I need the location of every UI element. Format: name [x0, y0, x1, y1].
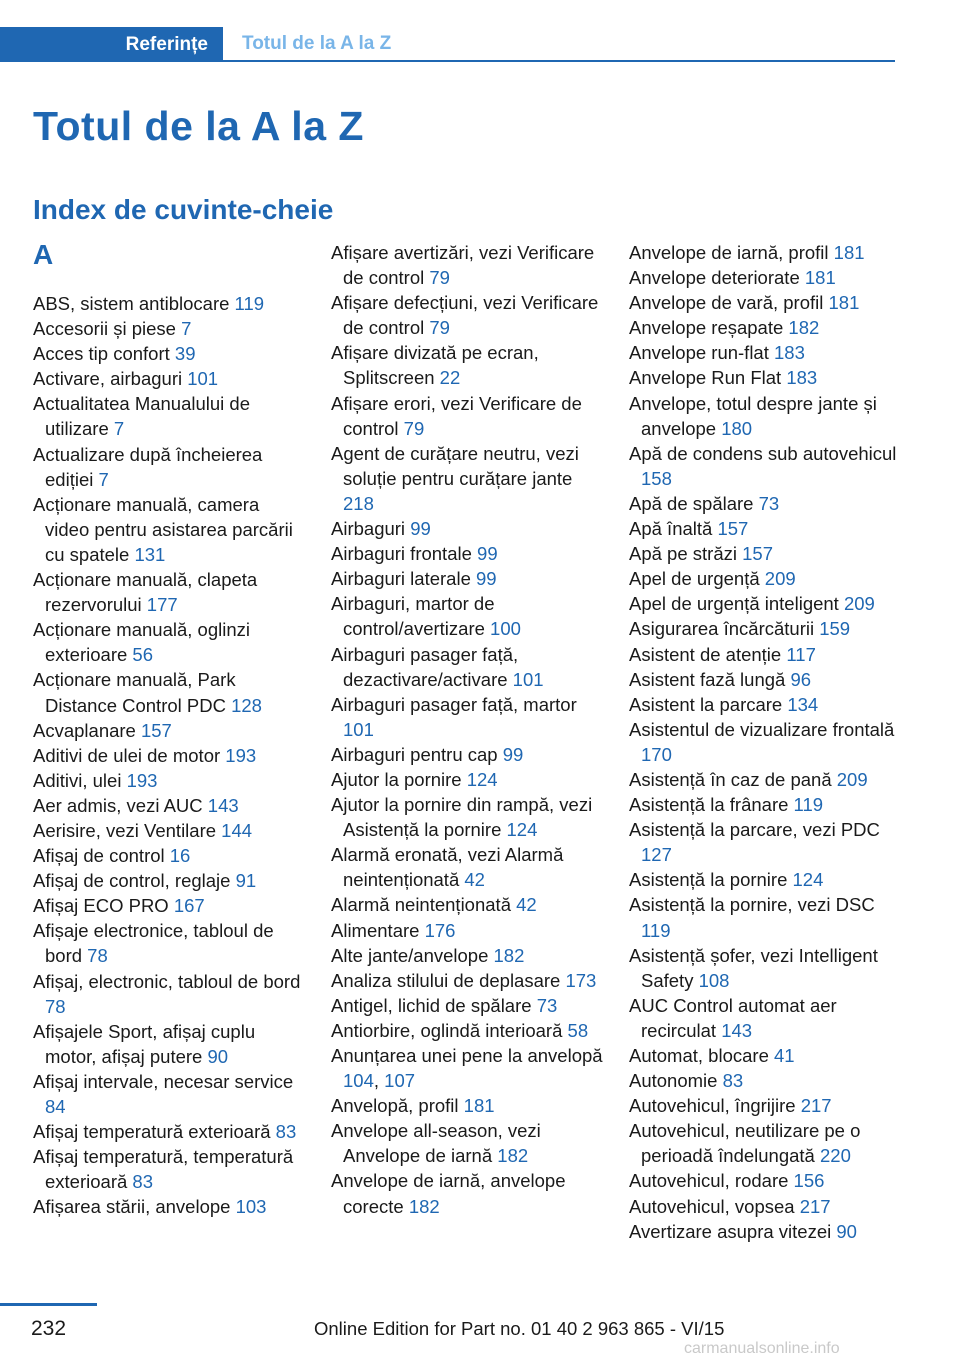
- index-entry: [33, 918, 301, 968]
- index-entry-text: Antigel, lichid de spălare: [331, 994, 532, 1016]
- index-entry: [629, 692, 899, 717]
- index-column-1: [33, 240, 301, 1219]
- index-entry-text: Alarmă neintenționată: [331, 894, 511, 916]
- index-entry: [33, 1119, 301, 1144]
- index-entry: [331, 767, 603, 792]
- index-entry-text: Apă înaltă: [629, 518, 713, 540]
- index-entry: [331, 642, 603, 692]
- index-entry: [629, 516, 899, 541]
- index-entry: [629, 717, 899, 767]
- index-entry: [331, 391, 603, 441]
- page-ref-link[interactable]: 117: [786, 643, 816, 665]
- index-entry-text: Afișare divizată pe ecran, Splitscreen: [331, 342, 539, 389]
- page-ref-link[interactable]: 91: [235, 870, 257, 892]
- page-ref-link[interactable]: 101: [512, 668, 544, 690]
- page-ref-link[interactable]: 131: [134, 543, 166, 565]
- index-entry: [629, 340, 899, 365]
- index-entry: [629, 1118, 899, 1168]
- page-ref-link[interactable]: 156: [793, 1170, 825, 1192]
- page-ref-link[interactable]: 101: [343, 718, 374, 740]
- index-entry: [33, 366, 301, 391]
- page-ref-link[interactable]: 104: [343, 1070, 374, 1092]
- index-entry: [629, 566, 899, 591]
- page-ref-link[interactable]: 209: [836, 768, 868, 790]
- index-entry: [33, 843, 301, 868]
- index-entry-text: Asistență în caz de pană: [629, 768, 832, 790]
- page-ref-link[interactable]: 182: [493, 944, 525, 966]
- index-entry: [331, 692, 603, 742]
- index-entry-text: Anvelope de iarnă, anvelope corecte: [331, 1170, 566, 1217]
- index-entry: [33, 1069, 301, 1119]
- index-entry-text: Afișaj de control, reglaje: [33, 870, 231, 892]
- index-entry-text: Anvelope reșapate: [629, 317, 784, 339]
- page-ref-link[interactable]: 127: [641, 844, 672, 866]
- page-ref-link[interactable]: 193: [225, 744, 257, 766]
- index-entry-text: Activare, airbaguri: [33, 368, 183, 390]
- index-entry: [629, 1093, 899, 1118]
- index-entry-text: Apă de condens sub autovehicul: [629, 442, 897, 464]
- index-entry-text: Anvelope de vară, profil: [629, 292, 824, 314]
- page-ref-link[interactable]: 181: [463, 1095, 495, 1117]
- index-entry: [331, 541, 603, 566]
- page-ref-link[interactable]: 158: [641, 467, 672, 489]
- header-bar: [0, 27, 895, 62]
- page-ref-link[interactable]: 99: [477, 543, 498, 565]
- index-entry-text: Acționare manuală, clapeta rezervorului: [33, 569, 258, 616]
- index-entry: [331, 290, 603, 340]
- page-ref-link[interactable]: 7: [98, 468, 109, 490]
- index-column-3: [629, 240, 899, 1244]
- section-tab[interactable]: Referințe: [0, 27, 223, 62]
- page-ref-link[interactable]: 96: [790, 668, 812, 690]
- index-entry: [33, 1194, 301, 1219]
- index-entry-text: Anvelopă, profil: [331, 1095, 459, 1117]
- index-entry-text: Afișajele Sport, afișaj cuplu motor, afișaj putere: [33, 1020, 256, 1067]
- page-ref-link[interactable]: 78: [87, 945, 108, 967]
- page-ref-link[interactable]: 182: [408, 1195, 440, 1217]
- page-ref-link[interactable]: 73: [758, 492, 780, 514]
- index-entry-text: Anvelope Run Flat: [629, 367, 782, 389]
- page-ref-link[interactable]: 170: [641, 743, 672, 765]
- index-entry-text: Anvelope, totul despre jante și anvelope: [629, 392, 877, 439]
- page-ref-link[interactable]: 217: [800, 1095, 832, 1117]
- index-entry: [331, 1168, 603, 1218]
- index-entry: [33, 868, 301, 893]
- index-entry-text: Acvaplanare: [33, 719, 136, 741]
- page-ref-link[interactable]: 119: [793, 794, 824, 816]
- index-entry: [629, 391, 899, 441]
- index-entry: [33, 818, 301, 843]
- index-entry-text: Aditivi de ulei de motor: [33, 744, 221, 766]
- index-entry: [629, 616, 899, 641]
- page-ref-link[interactable]: 22: [439, 367, 461, 389]
- index-entry-text: Afișare defecțiuni, vezi Verificare de control: [331, 292, 599, 339]
- index-entry-text: Acces tip confort: [33, 343, 170, 365]
- index-entry: [33, 718, 301, 743]
- page-ref-link[interactable]: 124: [792, 869, 824, 891]
- page-ref-link[interactable]: 157: [742, 543, 773, 565]
- index-entry-text: Accesorii și piese: [33, 318, 176, 340]
- index-letter-heading: A: [33, 239, 54, 270]
- page-ref-link[interactable]: 79: [429, 317, 450, 339]
- index-entry: [33, 291, 301, 316]
- header-rule: [0, 60, 895, 62]
- index-entry-text: Afișaj ECO PRO: [33, 895, 169, 917]
- page-ref-link[interactable]: 90: [836, 1220, 857, 1242]
- index-entry: [331, 993, 603, 1018]
- index-entry: [629, 1043, 899, 1068]
- index-entry: [33, 1144, 301, 1194]
- page-ref-link[interactable]: 193: [126, 769, 158, 791]
- index-entry: [629, 943, 899, 993]
- index-entry-text: Apel de urgență: [629, 568, 760, 590]
- page-ref-link[interactable]: 84: [45, 1096, 66, 1117]
- index-entry: [331, 968, 603, 993]
- index-entry: [33, 391, 301, 441]
- page-ref-link[interactable]: 83: [722, 1070, 744, 1092]
- index-entry-text: Antiorbire, oglindă interioară: [331, 1019, 563, 1041]
- page-ref-link[interactable]: 220: [820, 1145, 851, 1167]
- page-ref-link[interactable]: 173: [565, 969, 597, 991]
- index-entry: [331, 1118, 603, 1168]
- index-entry-text: Agent de curățare neutru, vezi soluție pentru curățare jante: [331, 442, 579, 489]
- page-ref-link[interactable]: 157: [717, 518, 749, 540]
- index-entry: [331, 1093, 603, 1118]
- page-ref-link[interactable]: 124: [506, 819, 538, 841]
- index-entry: [33, 1019, 301, 1069]
- index-entry-text: Asistent de atenție: [629, 643, 782, 665]
- page-ref-link[interactable]: 159: [819, 618, 851, 640]
- index-entry: [33, 793, 301, 818]
- index-entry: [629, 591, 899, 616]
- index-entry: [629, 365, 899, 390]
- index-entry-text: Autovehicul, rodare: [629, 1170, 789, 1192]
- index-entry: [629, 240, 899, 265]
- page-ref-link[interactable]: 101: [187, 368, 219, 390]
- page-ref-link[interactable]: 99: [502, 743, 524, 765]
- index-entry-text: Airbaguri pentru cap: [331, 743, 498, 765]
- page-ref-link[interactable]: 56: [132, 644, 153, 666]
- index-entry-text: Airbaguri pasager față, martor: [331, 693, 577, 715]
- page-ref-link[interactable]: 183: [786, 367, 818, 389]
- index-entry: [331, 516, 603, 541]
- page-ref-link[interactable]: 177: [146, 594, 178, 616]
- index-entry: [33, 768, 301, 793]
- page-ref-link[interactable]: 124: [466, 768, 498, 790]
- index-entry-text: Asistent la parcare: [629, 693, 783, 715]
- page-ref-link[interactable]: 183: [774, 342, 805, 364]
- index-entry: [33, 492, 301, 567]
- index-entry-text: ABS, sistem antiblocare: [33, 293, 230, 314]
- index-entry: [331, 441, 603, 516]
- index-entry: [33, 969, 301, 1019]
- index-entry: [629, 667, 899, 692]
- index-entry-text: Asistență la frânare: [629, 794, 789, 816]
- index-entry-text: Autovehicul, vopsea: [629, 1195, 795, 1217]
- page-ref-link[interactable]: 176: [424, 919, 456, 941]
- index-entry-text: Apel de urgență inteligent: [629, 593, 839, 615]
- index-entry: [331, 1018, 603, 1043]
- index-entry-text: Asistență șofer, vezi Intelligent Safety: [629, 944, 878, 991]
- index-entry-text: Alimentare: [331, 919, 420, 941]
- page-ref-link[interactable]: 108: [698, 969, 730, 991]
- page-ref-link[interactable]: 107: [384, 1070, 416, 1092]
- index-entry: [629, 265, 899, 290]
- index-entry-text: Analiza stilului de deplasare: [331, 969, 561, 991]
- page-ref-link[interactable]: 143: [207, 794, 239, 816]
- index-entry: [629, 1194, 899, 1219]
- index-entry: [33, 893, 301, 918]
- watermark: carmanualsonline.info: [684, 1340, 840, 1357]
- index-entry: [629, 867, 899, 892]
- index-entry-text: Anvelope deteriorate: [629, 267, 800, 289]
- page-ref-link[interactable]: 218: [343, 492, 374, 514]
- index-entry: [33, 442, 301, 492]
- index-entry: [33, 341, 301, 366]
- index-entry-text: Airbaguri: [331, 518, 406, 540]
- index-entry-text: Autovehicul, neutilizare pe o perioadă îndelungată: [629, 1120, 861, 1167]
- index-entry: [331, 792, 603, 842]
- index-entry-text: Airbaguri frontale: [331, 543, 472, 565]
- index-entry: [629, 541, 899, 566]
- page-ref-link[interactable]: 181: [833, 242, 865, 263]
- index-entry-text: Airbaguri laterale: [331, 568, 471, 590]
- index-entry: [629, 1219, 899, 1244]
- page-ref-link[interactable]: 119: [641, 919, 671, 941]
- footer-rule: [0, 1303, 97, 1306]
- index-entry-text: Autonomie: [629, 1070, 718, 1092]
- index-entry-text: Anvelope de iarnă, profil: [629, 242, 829, 263]
- index-entry: Anunțarea unei pene la anvelopă 104, 107: [331, 1045, 603, 1092]
- index-entry: [629, 491, 899, 516]
- index-entry: [33, 667, 301, 717]
- index-entry: [33, 617, 301, 667]
- index-entry: [629, 315, 899, 340]
- page-ref-link[interactable]: 209: [843, 593, 875, 615]
- index-entry-text: Ajutor la pornire din rampă, vezi Asistență la pornire: [331, 794, 593, 841]
- index-entry: [629, 792, 899, 817]
- index-entry-text: Asistent fază lungă: [629, 668, 786, 690]
- page-title: Totul de la A la Z: [33, 103, 364, 149]
- index-entry: [331, 340, 603, 390]
- index-entry-text: Ajutor la pornire: [331, 768, 462, 790]
- page-ref-link[interactable]: 167: [173, 895, 205, 917]
- index-column-2: [331, 240, 603, 1219]
- index-entry-text: Aer admis, vezi AUC: [33, 794, 203, 816]
- page-ref-link[interactable]: 157: [140, 719, 172, 741]
- index-entry-text: Alte jante/anvelope: [331, 944, 489, 966]
- page-ref-link[interactable]: 39: [174, 343, 196, 365]
- index-entry: [629, 441, 899, 491]
- page-number: 232: [30, 1317, 67, 1340]
- page-ref-link[interactable]: 217: [799, 1195, 831, 1217]
- page-ref-link[interactable]: 42: [464, 869, 485, 891]
- page-ref-link[interactable]: 181: [804, 267, 836, 289]
- index-entry: [629, 1068, 899, 1093]
- index-entry-text: Asigurarea încărcăturii: [629, 618, 815, 640]
- index-entry-text: Avertizare asupra vitezei: [629, 1220, 832, 1242]
- index-entry: [629, 1168, 899, 1193]
- page-ref-link[interactable]: 83: [132, 1171, 153, 1193]
- index-entry-text: AUC Control automat aer recirculat: [629, 994, 837, 1041]
- index-entry: [33, 743, 301, 768]
- index-entry-text: Aditivi, ulei: [33, 769, 122, 791]
- index-entry-text: Afișare avertizări, vezi Verificare de control: [331, 242, 595, 289]
- index-entry-text: Afișarea stării, anvelope: [33, 1196, 231, 1218]
- page-ref-link[interactable]: 180: [721, 417, 753, 439]
- index-entry: [33, 316, 301, 341]
- page-ref-link[interactable]: 99: [410, 518, 431, 540]
- page-ref-link[interactable]: 78: [45, 995, 66, 1017]
- index-entry-text: Apă de spălare: [629, 492, 754, 514]
- index-entry-text: Afișaj temperatură, temperatură exterioară: [33, 1146, 294, 1193]
- index-entry: [331, 742, 603, 767]
- page-ref-link[interactable]: 100: [490, 618, 521, 640]
- index-entry-text: Automat, blocare: [629, 1045, 769, 1066]
- page-ref-link[interactable]: 143: [721, 1019, 753, 1041]
- index-entry-text: Autovehicul, îngrijire: [629, 1095, 796, 1117]
- page-ref-link[interactable]: 58: [567, 1019, 589, 1041]
- page-ref-link[interactable]: 16: [169, 845, 191, 867]
- index-entry: [331, 918, 603, 943]
- page-ref-link[interactable]: 144: [221, 819, 253, 841]
- page-ref-link[interactable]: 181: [828, 292, 860, 314]
- index-entry-text: Afișaje electronice, tabloul de bord: [33, 920, 274, 967]
- page-ref-link[interactable]: 103: [235, 1196, 267, 1218]
- index-entry: [629, 817, 899, 867]
- page-ref-link[interactable]: 119: [234, 293, 265, 314]
- index-entry-text: Asistentul de vizualizare frontală: [629, 718, 895, 740]
- index-entry: [331, 842, 603, 892]
- index-entry: [629, 767, 899, 792]
- index-entry-text: Anvelope run-flat: [629, 342, 769, 364]
- page-ref-link[interactable]: 7: [181, 318, 192, 340]
- index-entry: [331, 240, 603, 290]
- page-ref-link[interactable]: 99: [476, 568, 497, 590]
- index-entry-text: Actualitatea Manualului de utilizare: [33, 393, 251, 440]
- page-ref-link[interactable]: 182: [788, 317, 820, 339]
- index-entry: [331, 943, 603, 968]
- index-entry: [629, 290, 899, 315]
- index-entry-text: Alarmă eronată, vezi Alarmă neintenționată: [331, 844, 564, 891]
- index-entry-text: Airbaguri, martor de control/avertizare: [331, 593, 495, 640]
- page-ref-link[interactable]: 73: [536, 994, 558, 1016]
- page-ref-link[interactable]: 41: [774, 1045, 795, 1066]
- index-entry: [331, 892, 603, 917]
- index-entry: [629, 993, 899, 1043]
- index-entry-text: Asistență la pornire: [629, 869, 788, 891]
- page-ref-link[interactable]: 128: [231, 694, 262, 716]
- page-ref-link[interactable]: 83: [275, 1121, 297, 1143]
- index-entry: [33, 567, 301, 617]
- index-entry-text: Acționare manuală, oglinzi exterioare: [33, 619, 250, 666]
- topic-tab[interactable]: Totul de la A la Z: [242, 32, 392, 54]
- index-entry-text: Anvelope all-season, vezi Anvelope de iarnă: [331, 1120, 541, 1167]
- page-ref-link[interactable]: 134: [787, 693, 819, 715]
- index-subtitle: Index de cuvinte-cheie: [33, 194, 334, 225]
- index-entry-text: Afișaj temperatură exterioară: [33, 1121, 271, 1143]
- page-ref-link[interactable]: 90: [207, 1045, 229, 1067]
- index-entry-text: Apă pe străzi: [629, 543, 737, 565]
- index-entry-text: Afișaj de control: [33, 845, 165, 867]
- index-entry-text: Afișare erori, vezi Verificare de control: [331, 392, 582, 439]
- index-entry-text: Acționare manuală, Park Distance Control PDC: [33, 669, 236, 716]
- index-entry-text: Aerisire, vezi Ventilare: [33, 819, 217, 841]
- page-ref-link[interactable]: 42: [516, 894, 537, 916]
- index-entry-text: Afișaj intervale, necesar service: [33, 1070, 294, 1092]
- index-entry: [331, 566, 603, 591]
- index-entry-text: Anunțarea unei pene la anvelopă: [331, 1045, 603, 1066]
- page-ref-link[interactable]: 182: [497, 1145, 529, 1167]
- index-entry: [629, 642, 899, 667]
- index-entry: [629, 892, 899, 942]
- edition-note: Online Edition for Part no. 01 40 2 963 865 - VI/15: [314, 1318, 725, 1339]
- index-entry-text: Actualizare după încheierea ediției: [33, 443, 263, 490]
- index-entry-text: Acționare manuală, camera video pentru asistarea parcării cu spatele: [33, 493, 293, 565]
- page-ref-link[interactable]: 79: [429, 267, 450, 289]
- index-entry: [331, 591, 603, 641]
- page-ref-link[interactable]: 209: [764, 568, 796, 590]
- index-entry-text: Asistență la parcare, vezi PDC: [629, 819, 880, 841]
- page-ref-link[interactable]: 79: [403, 417, 425, 439]
- index-entry-text: Asistență la pornire, vezi DSC: [629, 894, 875, 916]
- index-entry-text: Afișaj, electronic, tabloul de bord: [33, 970, 301, 992]
- index-entry-text: Airbaguri pasager față, dezactivare/activare: [331, 643, 519, 690]
- page-ref-link[interactable]: 7: [113, 418, 125, 440]
